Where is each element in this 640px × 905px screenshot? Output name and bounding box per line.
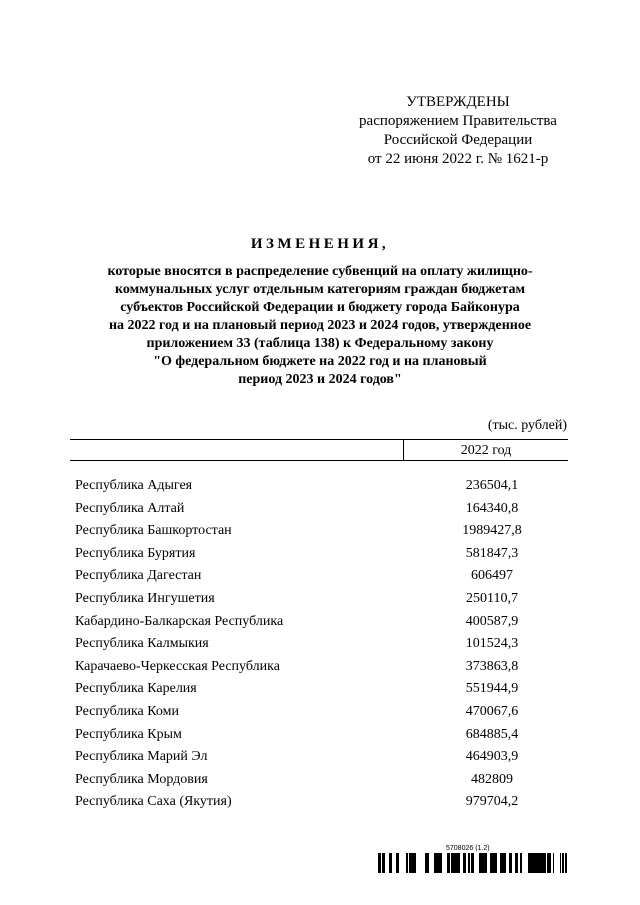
region-name: Республика Алтай — [75, 500, 185, 516]
barcode-bar — [495, 853, 497, 873]
barcode-bar — [553, 853, 554, 873]
approval-line: распоряжением Правительства — [359, 113, 557, 129]
region-value: 400587,9 — [465, 613, 519, 629]
barcode-bar — [528, 853, 530, 873]
barcode-bar — [469, 853, 470, 873]
table-row — [75, 568, 565, 591]
barcode-bar — [486, 853, 487, 873]
region-value: 464903,9 — [465, 749, 519, 765]
table-header — [70, 439, 568, 461]
barcode-bar — [378, 853, 379, 873]
barcode-bar — [539, 853, 542, 873]
barcode-bar — [463, 853, 464, 873]
region-value: 236504,1 — [465, 478, 519, 493]
subtitle-line: коммунальных услуг отдельным категориям граждан бюджетам — [115, 282, 525, 297]
table-row — [75, 794, 565, 817]
barcode-bar — [501, 853, 503, 873]
region-value: 164340,8 — [465, 500, 519, 516]
subtitle-line: которые вносятся в распределение субвенций на оплату жилищно- — [107, 264, 533, 279]
region-name: Республика Саха (Якутия) — [75, 794, 232, 810]
table-row — [75, 772, 565, 795]
region-value: 250110,7 — [466, 590, 518, 606]
barcode-bar — [410, 853, 413, 873]
table-row — [75, 681, 565, 704]
barcode-bar — [530, 853, 531, 873]
table-body — [75, 478, 565, 817]
barcode-bar — [534, 853, 537, 873]
region-name: Кабардино-Балкарская Республика — [75, 613, 284, 629]
barcode-bar — [482, 853, 485, 873]
table-row — [75, 523, 565, 546]
region-value: 581847,3 — [465, 545, 519, 561]
barcode-bar — [503, 853, 506, 873]
year-column-header: 2022 год — [460, 443, 512, 458]
barcode-bar — [425, 853, 426, 873]
barcode-bar — [426, 853, 429, 873]
subtitle-line: период 2023 и 2024 годов" — [238, 372, 402, 387]
barcode-bar — [509, 853, 512, 873]
region-value: 470067,6 — [465, 703, 519, 719]
barcode-bar — [454, 853, 456, 873]
approval-line: УТВЕРЖДЕНЫ — [406, 94, 510, 110]
subtitle-line: на 2022 год и на плановый период 2023 и 2024 годов, утвержденное — [108, 318, 532, 333]
region-value: 606497 — [471, 568, 513, 584]
barcode-bar — [389, 853, 392, 873]
table-row — [75, 659, 565, 682]
barcode-bar — [406, 853, 407, 873]
region-name: Карачаево-Черкесская Республика — [75, 658, 280, 674]
barcode-bar — [547, 853, 549, 873]
barcode-bar — [520, 853, 522, 873]
region-name: Республика Крым — [75, 726, 182, 742]
barcode-bar — [531, 853, 532, 873]
barcode-bar — [438, 853, 439, 873]
table-row — [75, 546, 565, 569]
table-row — [75, 501, 565, 524]
approval-date-number: от 22 июня 2022 г. № 1621-р — [367, 151, 549, 167]
region-name: Республика Дагестан — [75, 568, 202, 584]
table-row — [75, 591, 565, 614]
barcode-bar — [549, 853, 551, 873]
barcode-bar — [565, 853, 567, 873]
document-subtitle — [70, 263, 570, 389]
barcode-bar — [437, 853, 438, 873]
barcode-bar — [382, 853, 385, 873]
barcode-bar — [515, 853, 518, 873]
barcode-bar — [451, 853, 454, 873]
barcode-bar — [396, 853, 399, 873]
region-name: Республика Коми — [75, 703, 179, 719]
barcode-bar — [479, 853, 481, 873]
barcode-bar — [537, 853, 539, 873]
region-name: Республика Калмыкия — [75, 636, 209, 652]
barcode-bar — [494, 853, 495, 873]
region-name: Республика Башкортостан — [75, 523, 232, 539]
table-row — [75, 478, 565, 501]
barcode-bar — [542, 853, 544, 873]
barcode-bar — [464, 853, 466, 873]
region-value: 551944,9 — [465, 681, 519, 697]
barcode-bar — [439, 853, 442, 873]
barcode-bar — [456, 853, 457, 873]
region-value: 373863,8 — [465, 658, 519, 674]
barcode-bar — [447, 853, 448, 873]
barcode-bar — [468, 853, 469, 873]
barcode-bar — [532, 853, 534, 873]
subtitle-line: "О федеральном бюджете на 2022 год и на плановый — [153, 354, 487, 369]
region-name: Республика Бурятия — [75, 545, 196, 561]
barcode-bar — [448, 853, 450, 873]
region-value: 684885,4 — [465, 726, 519, 742]
barcode-bar — [407, 853, 408, 873]
barcode-bar — [481, 853, 482, 873]
units-label: (тыс. рублей) — [487, 418, 567, 433]
barcode-bar — [379, 853, 381, 873]
subtitle-line: приложением 33 (таблица 138) к Федеральному закону — [146, 336, 494, 351]
table-row — [75, 749, 565, 772]
barcode-bar — [500, 853, 501, 873]
barcode — [378, 853, 567, 873]
table-row — [75, 636, 565, 659]
subtitle-line: субъектов Российской Федерации и бюджету города Байконура — [120, 300, 520, 315]
barcode-number: 5708026 (1.2) — [446, 845, 490, 852]
region-value: 1989427,8 — [462, 523, 522, 539]
barcode-bar — [490, 853, 493, 873]
region-name: Республика Мордовия — [75, 771, 208, 787]
approval-stamp — [340, 93, 576, 169]
barcode-bar — [434, 853, 437, 873]
barcode-bar — [560, 853, 561, 873]
table-row — [75, 704, 565, 727]
region-name: Республика Адыгея — [75, 478, 193, 493]
barcode-bar — [544, 853, 546, 873]
region-name: Республика Марий Эл — [75, 749, 208, 765]
table-row — [75, 614, 565, 637]
barcode-bar — [562, 853, 564, 873]
region-value: 482809 — [471, 771, 513, 787]
barcode-bar — [413, 853, 416, 873]
region-value: 101524,3 — [465, 636, 519, 652]
table-row — [75, 727, 565, 750]
region-value: 979704,2 — [465, 794, 519, 810]
barcode-bar — [457, 853, 460, 873]
barcode-bar — [485, 853, 486, 873]
barcode-bar — [471, 853, 474, 873]
document-title: ИЗМЕНЕНИЯ, — [250, 236, 390, 252]
barcode-bar — [493, 853, 494, 873]
approval-line: Российской Федерации — [383, 132, 533, 148]
region-name: Республика Карелия — [75, 681, 197, 697]
region-name: Республика Ингушетия — [75, 590, 215, 606]
barcode-bar — [409, 853, 410, 873]
